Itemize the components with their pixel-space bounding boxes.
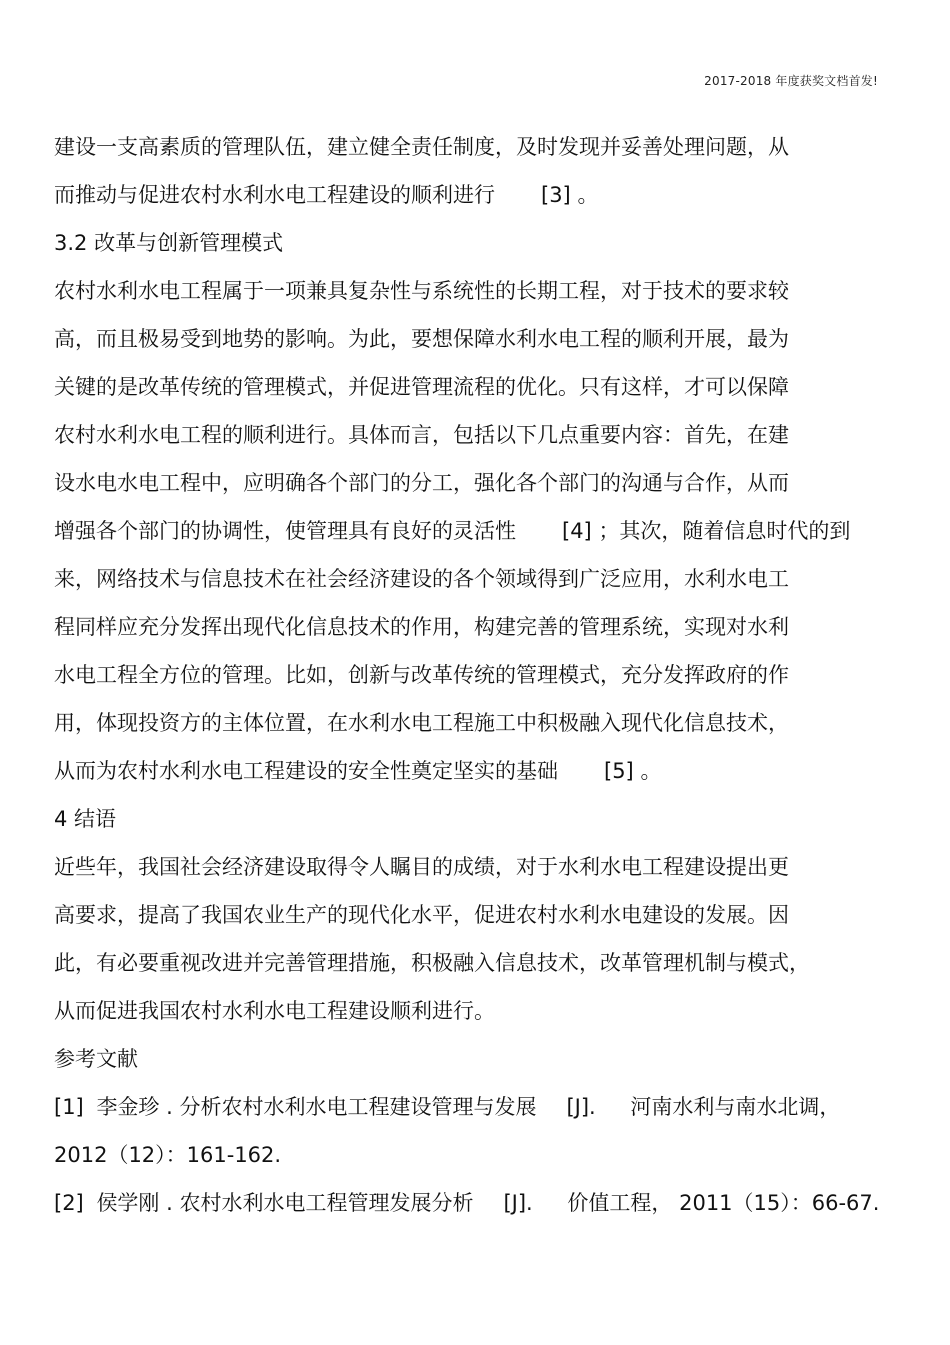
reference-type: [J]. <box>566 1095 596 1119</box>
paragraph-line <box>54 181 598 209</box>
reference-title: 李金珍 . 分析农村水利水电工程建设管理与发展 <box>96 1095 537 1119</box>
section-heading <box>54 1045 138 1073</box>
paragraph-line <box>54 277 789 305</box>
paragraph-line <box>54 853 789 881</box>
reference-entry <box>54 1093 840 1121</box>
paragraph-line <box>54 133 789 161</box>
paragraph-line <box>54 517 850 545</box>
heading-text: 参考文献 <box>54 1047 138 1071</box>
line-text: 水电工程全方位的管理。比如，创新与改革传统的管理模式，充分发挥政府的作 <box>54 663 789 687</box>
citation-ref: [3] <box>541 183 571 207</box>
line-tail: 。 <box>640 759 662 783</box>
line-text: 用，体现投资方的主体位置，在水利水电工程施工中积极融入现代化信息技术， <box>54 711 789 735</box>
paragraph-line <box>54 709 789 737</box>
paragraph-line <box>54 661 789 689</box>
line-text: 从而促进我国农村水利水电工程建设顺利进行。 <box>54 999 495 1023</box>
line-text: 农村水利水电工程的顺利进行。具体而言，包括以下几点重要内容：首先，在建 <box>54 423 789 447</box>
paragraph-line <box>54 373 789 401</box>
line-text: 而推动与促进农村水利水电工程建设的顺利进行 <box>54 183 495 207</box>
paragraph-line <box>54 325 789 353</box>
reference-title: 侯学刚 . 农村水利水电工程管理发展分析 <box>96 1191 474 1215</box>
heading-text: 3.2 改革与创新管理模式 <box>54 231 284 255</box>
line-text: 来，网络技术与信息技术在社会经济建设的各个领域得到广泛应用，水利水电工 <box>54 567 789 591</box>
paragraph-line <box>54 565 789 593</box>
line-text: 近些年，我国社会经济建设取得令人瞩目的成绩，对于水利水电工程建设提出更 <box>54 855 789 879</box>
line-text: 高，而且极易受到地势的影响。为此，要想保障水利水电工程的顺利开展，最为 <box>54 327 789 351</box>
line-text: 此，有必要重视改进并完善管理措施，积极融入信息技术，改革管理机制与模式， <box>54 951 810 975</box>
reference-number: [1] <box>54 1095 84 1119</box>
line-tail: ；其次，随着信息时代的到 <box>598 519 851 543</box>
paragraph-line <box>54 997 495 1025</box>
reference-number: [2] <box>54 1191 84 1215</box>
citation-ref: [5] <box>604 759 634 783</box>
reference-source: 价值工程， 2011（15）：66-67. <box>567 1191 880 1215</box>
paragraph-line <box>54 757 661 785</box>
line-text: 建设一支高素质的管理队伍，建立健全责任制度，及时发现并妥善处理问题，从 <box>54 135 789 159</box>
reference-entry-continued <box>54 1141 281 1169</box>
paragraph-line <box>54 949 810 977</box>
section-heading <box>54 229 283 257</box>
line-tail: 。 <box>577 183 599 207</box>
line-text: 增强各个部门的协调性，使管理具有良好的灵活性 <box>54 519 516 543</box>
heading-text: 4 结语 <box>54 807 117 831</box>
reference-type: [J]. <box>503 1191 533 1215</box>
paragraph-line <box>54 469 789 497</box>
line-text: 关键的是改革传统的管理模式，并促进管理流程的优化。只有这样，才可以保障 <box>54 375 789 399</box>
line-text: 从而为农村水利水电工程建设的安全性奠定坚实的基础 <box>54 759 558 783</box>
citation-ref: [4] <box>562 519 592 543</box>
paragraph-line <box>54 613 789 641</box>
section-heading <box>54 805 116 833</box>
reference-source: 河南水利与南水北调， <box>630 1095 841 1119</box>
paragraph-line <box>54 421 789 449</box>
line-text: 设水电水电工程中，应明确各个部门的分工，强化各个部门的沟通与合作，从而 <box>54 471 789 495</box>
line-text: 高要求，提高了我国农业生产的现代化水平，促进农村水利水电建设的发展。因 <box>54 903 789 927</box>
line-text: 农村水利水电工程属于一项兼具复杂性与系统性的长期工程，对于技术的要求较 <box>54 279 789 303</box>
line-text: 程同样应充分发挥出现代化信息技术的作用，构建完善的管理系统，实现对水利 <box>54 615 789 639</box>
page-header: 2017-2018 年度获奖文档首发! <box>704 74 878 88</box>
reference-detail: 2012（12）：161-162. <box>54 1143 282 1167</box>
paragraph-line <box>54 901 789 929</box>
reference-entry <box>54 1189 879 1217</box>
